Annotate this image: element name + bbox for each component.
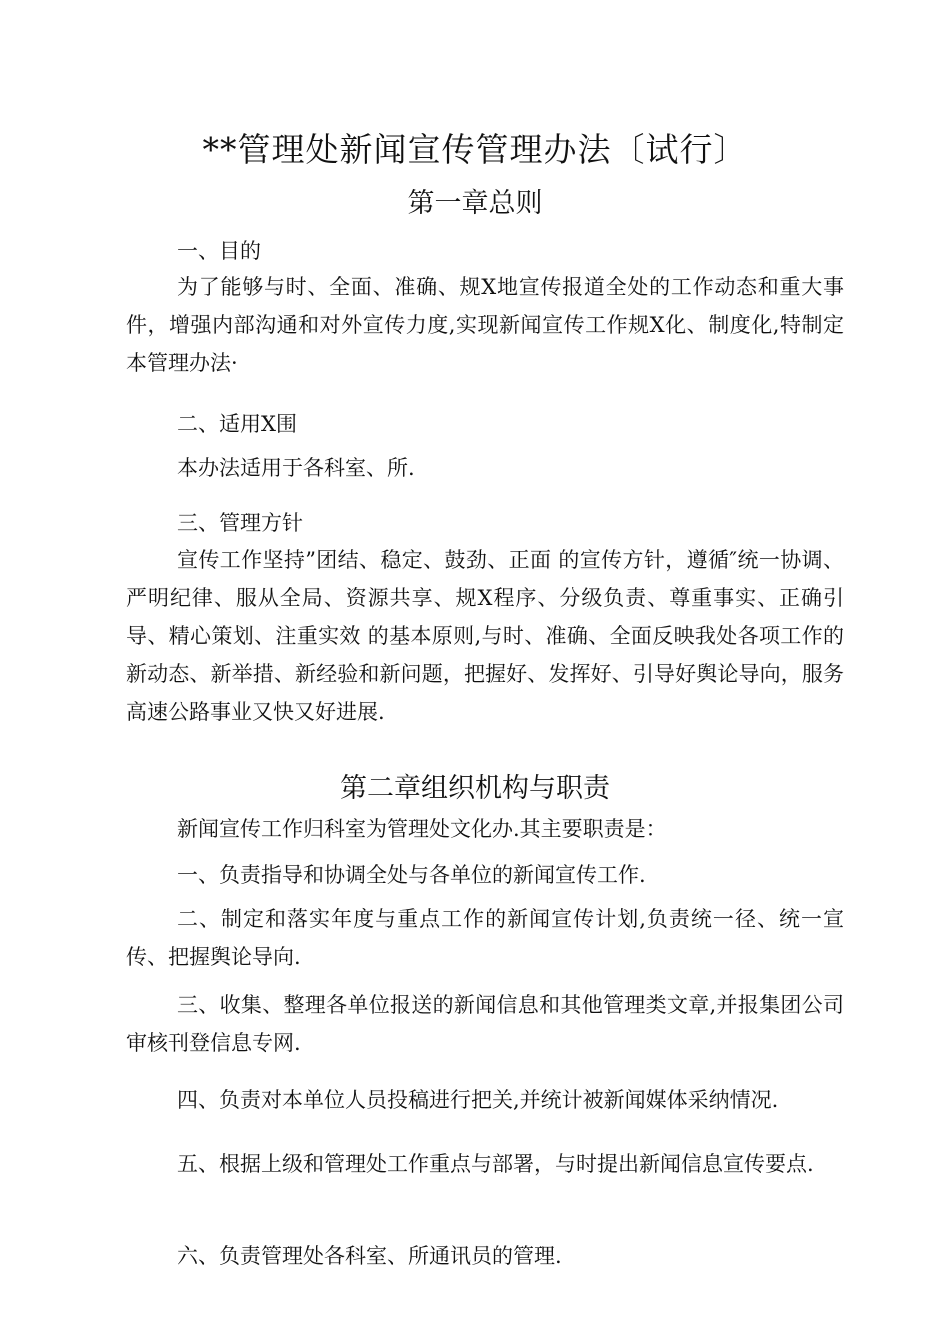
- duty-item-5: 五、根据上级和管理处工作重点与部署，与时提出新闻信息宣传要点.: [177, 1152, 814, 1176]
- section-policy-heading: 三、管理方针: [177, 511, 303, 535]
- chapter-2-intro: 新闻宣传工作归科室为管理处文化办.其主要职责是：: [177, 817, 667, 841]
- duty-item-1: 一、负责指导和协调全处与各单位的新闻宣传工作.: [177, 863, 646, 887]
- document-title: **管理处新闻宣传管理办法〔试行〕: [202, 130, 748, 169]
- section-scope-body: 本办法适用于各科室、所.: [177, 456, 415, 480]
- section-purpose-body: 为了能够与时、全面、准确、规X地宣传报道全处的工作动态和重大事件，增强内部沟通和对外宣传力度,实现新闻宣传工作规X化、制度化,特制定本管理办法·: [126, 275, 844, 375]
- section-policy-body: 宣传工作坚持”团结、稳定、鼓劲、正面 的宣传方针，遵循″统一协调、严明纪律、服从全局、资源共享、规X程序、分级负责、尊重事实、正确引导、精心策划、注重实效 的基本原则,与时、准确、全面反映我处各项工作的新动态、新举措、新经验和新问题，把握好、发挥好、引导好舆论导向，服务高速公路事业又快又好进展.: [126, 548, 844, 724]
- duty-item-4: 四、负责对本单位人员投稿进行把关,并统计被新闻媒体采纳情况.: [177, 1088, 779, 1112]
- section-scope-heading: 二、适用X围: [177, 412, 297, 436]
- duty-item-6: 六、负责管理处各科室、所通讯员的管理.: [177, 1244, 562, 1268]
- chapter-1-heading: 第一章总则: [407, 188, 543, 219]
- duty-item-3: 三、收集、整理各单位报送的新闻信息和其他管理类文章,并报集团公司审核刊登信息专网.: [126, 993, 844, 1055]
- duty-item-2: 二、制定和落实年度与重点工作的新闻宣传计划,负责统一径、统一宣传、把握舆论导向.: [126, 907, 844, 969]
- chapter-2-heading: 第二章组织机构与职责: [340, 773, 610, 804]
- section-purpose-heading: 一、目的: [177, 239, 261, 263]
